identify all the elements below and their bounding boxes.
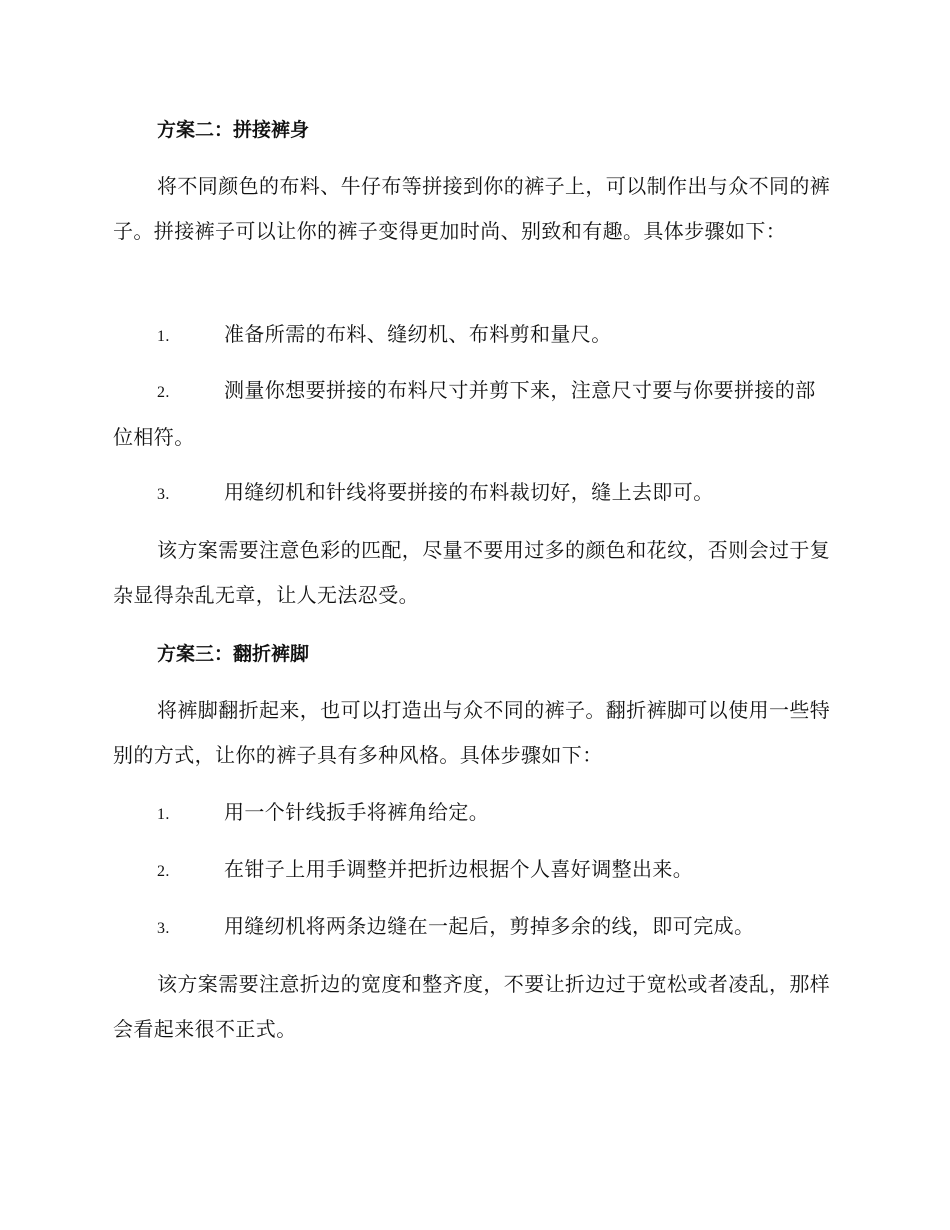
step-number: 1. [157, 806, 170, 823]
section2-note: 该方案需要注意色彩的匹配，尽量不要用过多的颜色和花纹，否则会过于复杂显得杂乱无章，让人无法忍受。 [113, 538, 831, 607]
step-number: 2. [157, 863, 170, 880]
section3-step-3 [113, 904, 835, 951]
section2-step-2 [113, 368, 835, 460]
step-text: 在钳子上用手调整并把折边根据个人喜好调整出来。 [224, 857, 694, 881]
step-text: 用缝纫机和针线将要拼接的布料裁切好，缝上去即可。 [224, 480, 714, 504]
step-text: 用缝纫机将两条边缝在一起后，剪掉多余的线，即可完成。 [224, 914, 755, 938]
step-number: 3. [157, 486, 170, 503]
section3-intro: 将裤脚翻折起来，也可以打造出与众不同的裤子。翻折裤脚可以使用一些特别的方式，让你的裤子具有多种风格。具体步骤如下： [113, 698, 831, 767]
section2-step-3 [113, 470, 835, 517]
section3-note: 该方案需要注意折边的宽度和整齐度，不要让折边过于宽松或者凌乱，那样会看起来很不正式。 [113, 972, 831, 1041]
section2-intro: 将不同颜色的布料、牛仔布等拼接到你的裤子上，可以制作出与众不同的裤子。拼接裤子可以让你的裤子变得更加时尚、别致和有趣。具体步骤如下： [113, 174, 831, 243]
step-number: 3. [157, 920, 170, 937]
step-text: 测量你想要拼接的布料尺寸并剪下来，注意尺寸要与你要拼接的部位相符。 [113, 378, 816, 449]
section2-step-1 [113, 312, 835, 359]
step-text: 用一个针线扳手将裤角给定。 [224, 800, 490, 824]
section3-step-1 [113, 790, 835, 837]
section3-step-2 [113, 847, 835, 894]
section2-heading: 方案二：拼接裤身 [157, 119, 310, 141]
section3-heading: 方案三：翻折裤脚 [157, 643, 310, 665]
step-number: 1. [157, 328, 170, 345]
step-number: 2. [157, 384, 170, 401]
step-text: 准备所需的布料、缝纫机、布料剪和量尺。 [224, 322, 612, 346]
